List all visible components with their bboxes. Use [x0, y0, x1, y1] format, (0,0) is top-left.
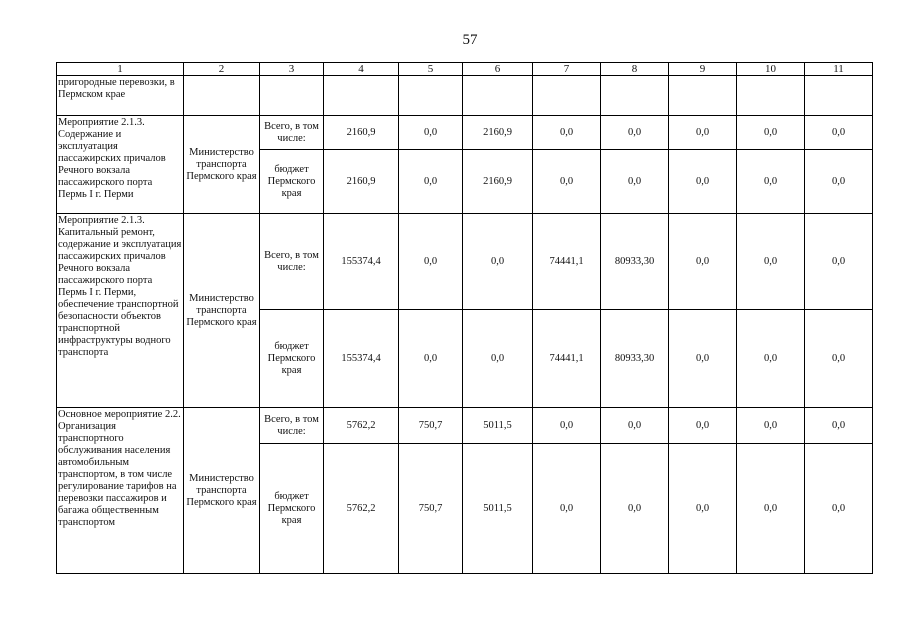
value-cell: 0,0	[533, 408, 601, 444]
value-cell: 74441,1	[533, 310, 601, 408]
value-cell: 80933,30	[601, 310, 669, 408]
value-cell: 0,0	[737, 214, 805, 310]
value-cell: 0,0	[669, 408, 737, 444]
column-header: 7	[533, 63, 601, 76]
value-cell: 0,0	[601, 444, 669, 574]
value-cell: 5762,2	[324, 444, 399, 574]
empty-cell	[533, 76, 601, 116]
column-header: 9	[669, 63, 737, 76]
column-header: 11	[805, 63, 873, 76]
responsible-executor: Министерство транспорта Пермского края	[184, 116, 260, 214]
column-header: 4	[324, 63, 399, 76]
value-cell: 0,0	[737, 310, 805, 408]
value-cell: 750,7	[399, 444, 463, 574]
empty-cell	[399, 76, 463, 116]
value-cell: 155374,4	[324, 310, 399, 408]
budget-table	[56, 62, 873, 574]
funding-source: бюджет Пермского края	[260, 150, 324, 214]
activity-name: Мероприятие 2.1.3. Содержание и эксплуатация пассажирских причалов Речного вокзала пассажирского порта Пермь I г. Перми	[57, 116, 184, 214]
table-row	[57, 408, 873, 444]
value-cell: 0,0	[737, 444, 805, 574]
value-cell: 5011,5	[463, 408, 533, 444]
table-row	[57, 116, 873, 150]
funding-source: бюджет Пермского края	[260, 444, 324, 574]
column-header: 3	[260, 63, 324, 76]
header-row	[57, 63, 873, 76]
activity-name: пригородные перевозки, в Пермском крае	[57, 76, 184, 116]
value-cell: 2160,9	[324, 116, 399, 150]
table-row	[57, 76, 873, 116]
funding-source: Всего, в том числе:	[260, 116, 324, 150]
value-cell: 0,0	[669, 116, 737, 150]
empty-cell	[805, 76, 873, 116]
empty-cell	[260, 76, 324, 116]
value-cell: 0,0	[463, 310, 533, 408]
value-cell: 0,0	[601, 150, 669, 214]
column-header: 8	[601, 63, 669, 76]
funding-source: Всего, в том числе:	[260, 408, 324, 444]
value-cell: 0,0	[737, 150, 805, 214]
column-header: 6	[463, 63, 533, 76]
value-cell: 2160,9	[324, 150, 399, 214]
funding-source: Всего, в том числе:	[260, 214, 324, 310]
value-cell: 0,0	[805, 116, 873, 150]
value-cell: 0,0	[805, 214, 873, 310]
value-cell: 0,0	[533, 444, 601, 574]
responsible-executor: Министерство транспорта Пермского края	[184, 408, 260, 574]
value-cell: 0,0	[399, 150, 463, 214]
empty-cell	[324, 76, 399, 116]
value-cell: 0,0	[805, 408, 873, 444]
value-cell: 74441,1	[533, 214, 601, 310]
empty-cell	[184, 76, 260, 116]
value-cell: 0,0	[399, 310, 463, 408]
value-cell: 5011,5	[463, 444, 533, 574]
value-cell: 5762,2	[324, 408, 399, 444]
value-cell: 0,0	[669, 444, 737, 574]
empty-cell	[463, 76, 533, 116]
value-cell: 0,0	[737, 408, 805, 444]
value-cell: 2160,9	[463, 116, 533, 150]
value-cell: 750,7	[399, 408, 463, 444]
empty-cell	[669, 76, 737, 116]
value-cell: 0,0	[533, 116, 601, 150]
value-cell: 155374,4	[324, 214, 399, 310]
value-cell: 0,0	[399, 214, 463, 310]
value-cell: 0,0	[669, 150, 737, 214]
column-header: 2	[184, 63, 260, 76]
value-cell: 0,0	[737, 116, 805, 150]
value-cell: 2160,9	[463, 150, 533, 214]
value-cell: 0,0	[601, 408, 669, 444]
funding-source: бюджет Пермского края	[260, 310, 324, 408]
table-row	[57, 214, 873, 310]
activity-name: Мероприятие 2.1.3. Капитальный ремонт, содержание и эксплуатация пассажирских причалов Речного вокзала пассажирского порта Пермь I г. Перми, обеспечение транспортной безопасности объектов транспортной инфраструктуры водного транспорта	[57, 214, 184, 408]
value-cell: 0,0	[805, 444, 873, 574]
empty-cell	[601, 76, 669, 116]
value-cell: 0,0	[533, 150, 601, 214]
value-cell: 0,0	[805, 310, 873, 408]
value-cell: 0,0	[805, 150, 873, 214]
activity-name: Основное мероприятие 2.2. Организация транспортного обслуживания населения автомобильным транспортом, в том числе регулирование тарифов на перевозки пассажиров и багажа общественным транспортом	[57, 408, 184, 574]
value-cell: 0,0	[669, 214, 737, 310]
responsible-executor: Министерство транспорта Пермского края	[184, 214, 260, 408]
value-cell: 0,0	[463, 214, 533, 310]
value-cell: 0,0	[399, 116, 463, 150]
empty-cell	[737, 76, 805, 116]
page-number: 57	[462, 32, 478, 48]
column-header: 10	[737, 63, 805, 76]
value-cell: 0,0	[601, 116, 669, 150]
column-header: 1	[57, 63, 184, 76]
value-cell: 0,0	[669, 310, 737, 408]
value-cell: 80933,30	[601, 214, 669, 310]
column-header: 5	[399, 63, 463, 76]
